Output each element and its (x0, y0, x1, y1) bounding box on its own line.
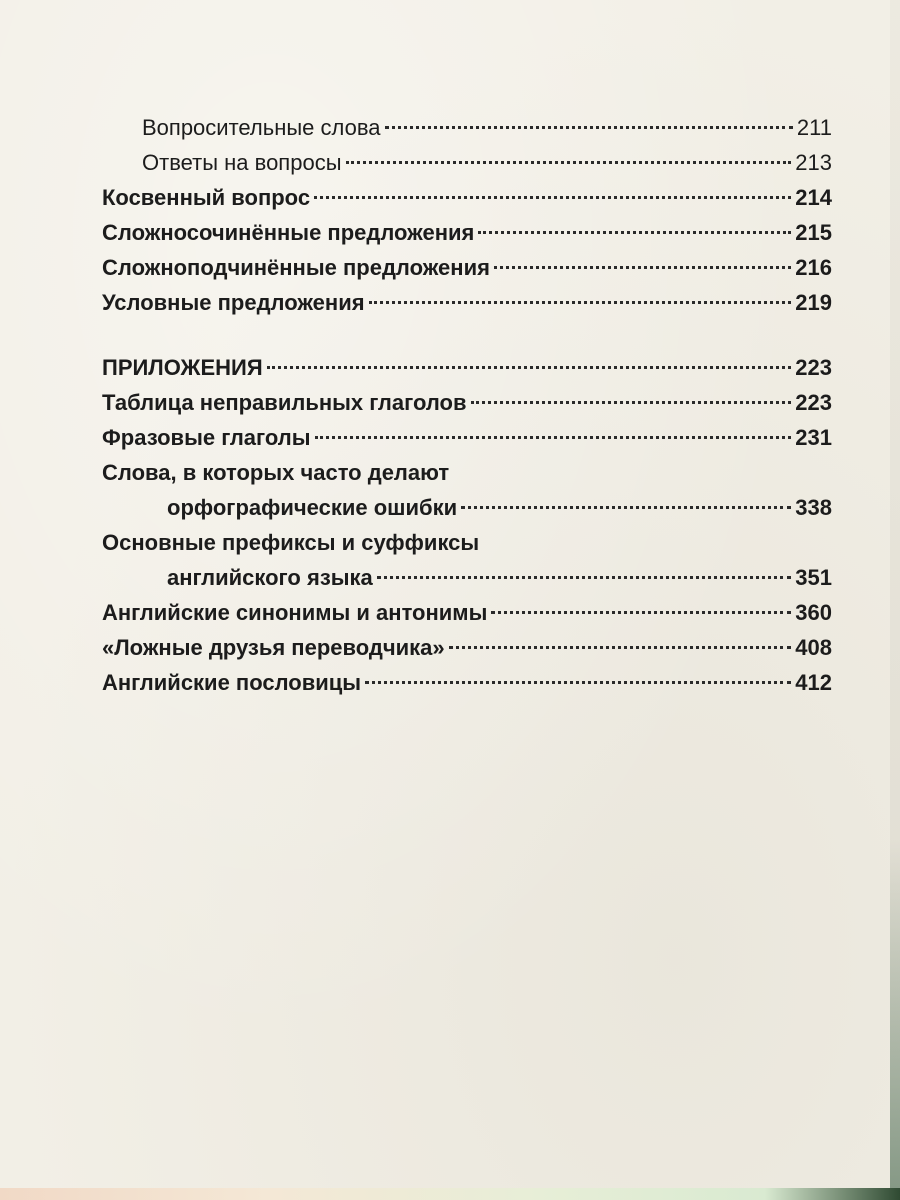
toc-entry-title: Фразовые глаголы (102, 425, 311, 450)
dot-leader (478, 231, 791, 234)
toc-entry-page: 219 (795, 290, 832, 315)
toc-entry-title-line2: английского языка (167, 565, 373, 590)
toc-entry-line2 (102, 560, 832, 595)
appendix-heading-page: 223 (795, 355, 832, 380)
dot-leader (314, 196, 791, 199)
toc-entry-line1 (102, 525, 832, 560)
toc-entry-line2 (102, 490, 832, 525)
toc-entry (102, 145, 832, 180)
toc-entry-line1 (102, 455, 832, 490)
toc-entry-title-line1: Слова, в которых часто делают (102, 460, 450, 485)
dot-leader (267, 366, 792, 369)
table-of-contents (102, 110, 832, 700)
toc-entry-title: Сложноподчинённые предложения (102, 255, 490, 280)
toc-entry (102, 250, 832, 285)
toc-entry-title: Таблица неправильных глаголов (102, 390, 467, 415)
toc-entry-title: Английские пословицы (102, 670, 362, 695)
toc-entry-title-line1: Основные префиксы и суффиксы (102, 530, 480, 555)
dot-leader (471, 401, 792, 404)
toc-entry (102, 385, 832, 420)
dot-leader (449, 646, 792, 649)
toc-entry-page: 223 (795, 390, 832, 415)
toc-entry-page: 338 (795, 495, 832, 520)
toc-entry-page: 213 (795, 150, 832, 175)
dot-leader (315, 436, 792, 439)
toc-entry (102, 110, 832, 145)
toc-entry-page: 360 (795, 600, 832, 625)
appendix-heading-title: ПРИЛОЖЕНИЯ (102, 355, 263, 380)
toc-entry-title: Вопросительные слова (142, 115, 381, 140)
toc-entry-page: 215 (795, 220, 832, 245)
toc-entry-page: 211 (796, 115, 832, 140)
toc-entry-title: Сложносочинённые предложения (102, 220, 475, 245)
dot-leader (461, 506, 791, 509)
appendix-heading (102, 350, 832, 385)
toc-entry-page: 351 (795, 565, 832, 590)
toc-entry (102, 630, 832, 665)
dot-leader (377, 576, 791, 579)
section-gap (102, 320, 832, 350)
toc-entry-title: Английские синонимы и антонимы (102, 600, 488, 625)
toc-entry (102, 285, 832, 320)
toc-entry-title: Условные предложения (102, 290, 365, 315)
dot-leader (346, 161, 792, 164)
toc-entry-title: Косвенный вопрос (102, 185, 311, 210)
toc-entry-page: 412 (795, 670, 832, 695)
page-bottom-edge (0, 1188, 900, 1200)
toc-entry-page: 408 (795, 635, 832, 660)
toc-entry (102, 595, 832, 630)
toc-entry-page: 216 (795, 255, 832, 280)
dot-leader (491, 611, 791, 614)
toc-entry (102, 420, 832, 455)
toc-entry-page: 214 (795, 185, 832, 210)
page-edge-shadow (890, 0, 900, 1200)
dot-leader (494, 266, 791, 269)
toc-entry-title: Ответы на вопросы (142, 150, 342, 175)
dot-leader (365, 681, 791, 684)
toc-entry (102, 215, 832, 250)
toc-entry-title-line2: орфографические ошибки (167, 495, 458, 520)
toc-entry (102, 665, 832, 700)
toc-entry-title: «Ложные друзья переводчика» (102, 635, 445, 660)
dot-leader (385, 126, 793, 129)
dot-leader (369, 301, 792, 304)
toc-entry-page: 231 (795, 425, 832, 450)
toc-entry (102, 180, 832, 215)
